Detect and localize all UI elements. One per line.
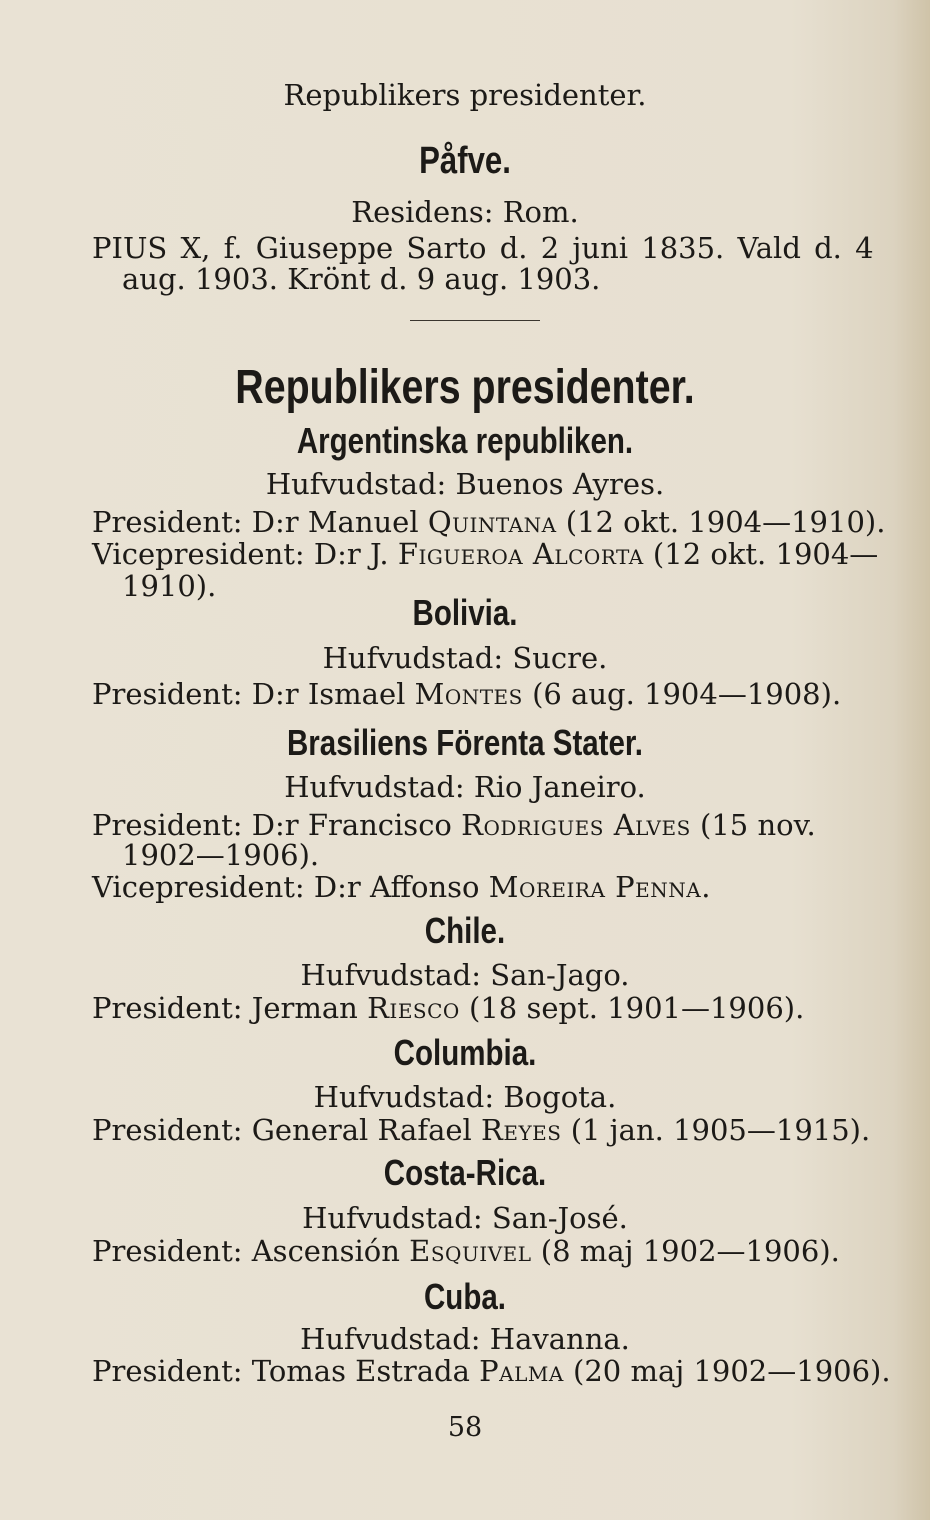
chile-capital: Hufvudstad: San-Jago. (300, 958, 630, 992)
brasil-capital: Hufvudstad: Rio Janeiro. (284, 770, 646, 804)
section-title-columbia: Columbia. (393, 1032, 537, 1073)
brasil-president-line2: 1902—1906). (122, 838, 320, 872)
pafve-residens: Residens: Rom. (351, 195, 579, 229)
bolivia-capital: Hufvudstad: Sucre. (322, 641, 608, 675)
cuba-president: President: Tomas Estrada Palma (20 maj 1902—1906). (92, 1354, 891, 1388)
section-title-pafve: Påfve. (419, 140, 511, 182)
main-title: Republikers presidenter. (235, 361, 695, 414)
section-title-bolivia: Bolivia. (412, 592, 518, 633)
page-number: 58 (447, 1412, 483, 1443)
cuba-capital: Hufvudstad: Havanna. (300, 1322, 630, 1356)
columbia-capital: Hufvudstad: Bogota. (313, 1080, 617, 1114)
brasil-president: President: D:r Francisco Rodrigues Alves (15 nov. (92, 808, 816, 842)
brasil-vicepresident: Vicepresident: D:r Affonso Moreira Penna. (92, 870, 711, 904)
section-title-chile: Chile. (424, 910, 506, 951)
argentina-capital: Hufvudstad: Buenos Ayres. (265, 467, 665, 501)
running-head: Republikers presidenter. (283, 78, 647, 112)
argentina-president: President: D:r Manuel Quintana (12 okt. 1904—1910). (92, 505, 886, 539)
pafve-text-line1: PIUS X, f. Giuseppe Sarto d. 2 juni 1835. Vald d. 4 (92, 231, 874, 265)
columbia-president: President: General Rafael Reyes (1 jan. 1905—1915). (92, 1113, 871, 1147)
section-title-cuba: Cuba. (423, 1276, 506, 1317)
costarica-president: President: Ascensión Esquivel (8 maj 1902—1906). (92, 1234, 840, 1268)
section-title-costarica: Costa-Rica. (383, 1152, 547, 1193)
argentina-vicepresident-line2: 1910). (122, 569, 217, 603)
pafve-text-line2: aug. 1903. Krönt d. 9 aug. 1903. (122, 262, 601, 296)
section-title-brasil: Brasiliens Förenta Stater. (286, 722, 644, 763)
costarica-capital: Hufvudstad: San-José. (302, 1201, 628, 1235)
section-title-argentina: Argentinska republiken. (296, 420, 634, 461)
section-divider (410, 320, 540, 321)
bolivia-president: President: D:r Ismael Montes (6 aug. 1904—1908). (92, 677, 842, 711)
argentina-vicepresident: Vicepresident: D:r J. Figueroa Alcorta (12 okt. 1904— (92, 537, 879, 571)
chile-president: President: Jerman Riesco (18 sept. 1901—1906). (92, 991, 805, 1025)
